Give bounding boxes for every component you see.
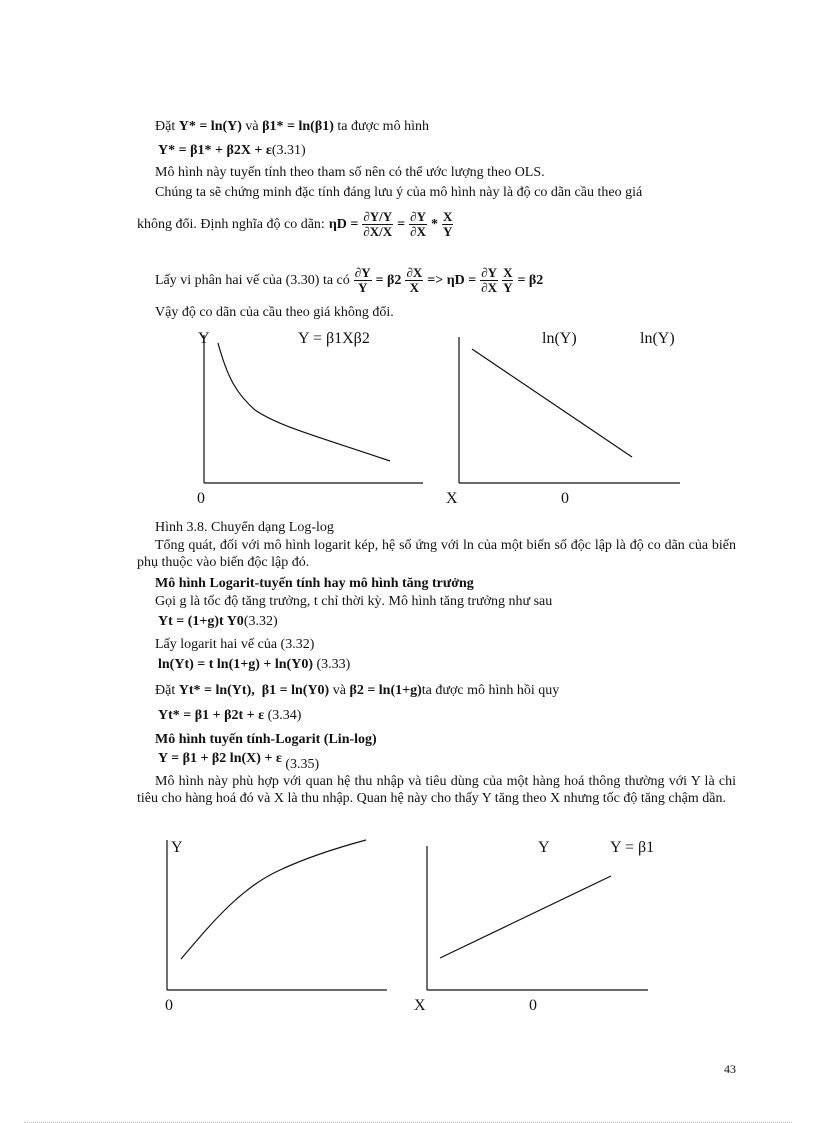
- fig2-left-origin: 0: [165, 997, 173, 1014]
- fraction-dy-dx: $\frac{\partial Y}{\partial X}$: [410, 208, 426, 239]
- line-definition-2: Đặt Yt* = ln(Yt), β1 = ln(Y0) và β2 = ln(1+g)ta được mô hình hồi quy: [155, 683, 560, 698]
- fig1-right-line: [472, 349, 632, 457]
- figure-log-log: [180, 325, 700, 515]
- fraction-x-y-2: $\frac{X}{Y}$: [503, 264, 513, 295]
- fig1-right-y-label-1: ln(Y): [542, 330, 577, 347]
- fig1-right-y-label-2: ln(Y): [640, 330, 675, 347]
- heading-log-lin: Mô hình Logarit-tuyến tính hay mô hình tăng trưởng: [155, 576, 474, 591]
- fig2-right-origin: 0: [529, 997, 537, 1014]
- line-definition-1: Đặt Y* = ln(Y) và β1* = ln(β1) ta được mô hình: [155, 119, 429, 134]
- fig1-left-y-label: Y: [198, 330, 210, 347]
- eq-ystar-ln: Y* = ln(Y): [178, 119, 242, 134]
- equation-3-31: Y* = β1* + β2X + ε(3.31): [158, 143, 306, 158]
- fraction-dx-x: $\frac{\partial X}{X}$: [406, 264, 423, 295]
- fraction-dy-y: $\frac{\partial Y}{Y}$: [354, 264, 371, 295]
- paragraph-growth: Gọi g là tốc độ tăng trưởng, t chỉ thời kỳ. Mô hình tăng trưởng như sau: [155, 594, 553, 609]
- fig2-right-eq: Y = β1: [610, 839, 655, 856]
- figure-lin-log: [150, 830, 680, 1000]
- paragraph-income-consumption: Mô hình này phù hợp với quan hệ thu nhập và tiêu dùng của một hàng hoá thông thường với Y là chi tiêu cho hàng hoá đó và X là thu nhập. Quan hệ này cho thấy Y tăng theo X nhưng tốc độ tăng chậm dần.: [137, 774, 736, 806]
- fig2-left-y-label: Y: [171, 839, 183, 856]
- paragraph-take-log: Lấy logarit hai vế của (3.32): [155, 637, 315, 652]
- fraction-dy-dx-2: $\frac{\partial Y}{\partial X}$: [481, 264, 498, 295]
- page-number: 43: [724, 1062, 736, 1076]
- fig1-left-origin: 0: [197, 490, 205, 507]
- paragraph-conclusion: Vậy độ co dãn của cầu theo giá không đổi.: [155, 305, 394, 320]
- fig2-right-y-label: Y: [538, 839, 550, 856]
- fig2-left-x-label: X: [414, 997, 426, 1014]
- fig1-left-curve: [218, 343, 390, 461]
- fig2-left-curve: [181, 840, 366, 959]
- equation-3-32: Yt = (1+g)t Y0(3.32): [158, 614, 278, 629]
- heading-lin-log: Mô hình tuyến tính-Logarit (Lin-log): [155, 732, 377, 747]
- equation-3-34: Yt* = β1 + β2t + ε (3.34): [158, 708, 302, 723]
- fraction-x-y: $\frac{X}{Y}$: [442, 208, 453, 239]
- paragraph-log-log-coef: Tổng quát, đối với mô hình logarit kép, hệ số ứng với ln của một biến số độc lập là độ co dãn của biến phụ thuộc vào biến độc lập đó.: [137, 538, 736, 570]
- fig1-left-eq: Y = β1Xβ2: [298, 330, 370, 347]
- equation-3-33: ln(Yt) = t ln(1+g) + ln(Y0) (3.33): [158, 657, 351, 672]
- fig1-left-x-label: X: [446, 490, 458, 507]
- fig1-right-origin: 0: [561, 490, 569, 507]
- line-elasticity-definition: không đổi. Định nghĩa độ co dãn: ηD = $\frac{\partial Y/Y}{\partial X/X}$ = $\frac{\partial Y}{\partial X}$ * $\frac{X}{Y}$: [137, 208, 453, 239]
- figure-caption: Hình 3.8. Chuyển dạng Log-log: [155, 520, 334, 535]
- eta-d: ηD =: [328, 216, 359, 232]
- equation-3-35: Y = β1 + β2 ln(X) + ε (3.35): [158, 751, 320, 772]
- paragraph-elasticity-intro: Chúng ta sẽ chứng minh đặc tính đáng lưu ý của mô hình này là độ co dãn cầu theo giá: [155, 185, 643, 200]
- line-differential: Lấy vi phân hai vế của (3.30) ta có $\frac{\partial Y}{Y}$ = β2 $\frac{\partial X}{X}$ => ηD = $\frac{\partial Y}{\partial X}$ $\frac{X}{Y}$ = β2: [155, 264, 544, 295]
- fig2-right-line: [440, 876, 611, 958]
- paragraph-ols: Mô hình này tuyến tính theo tham số nên có thể ước lượng theo OLS.: [155, 165, 545, 180]
- eq-beta1star-ln: β1* = ln(β1): [262, 119, 334, 134]
- fraction-dy-over-y: $\frac{\partial Y/Y}{\partial X/X}$: [363, 208, 393, 239]
